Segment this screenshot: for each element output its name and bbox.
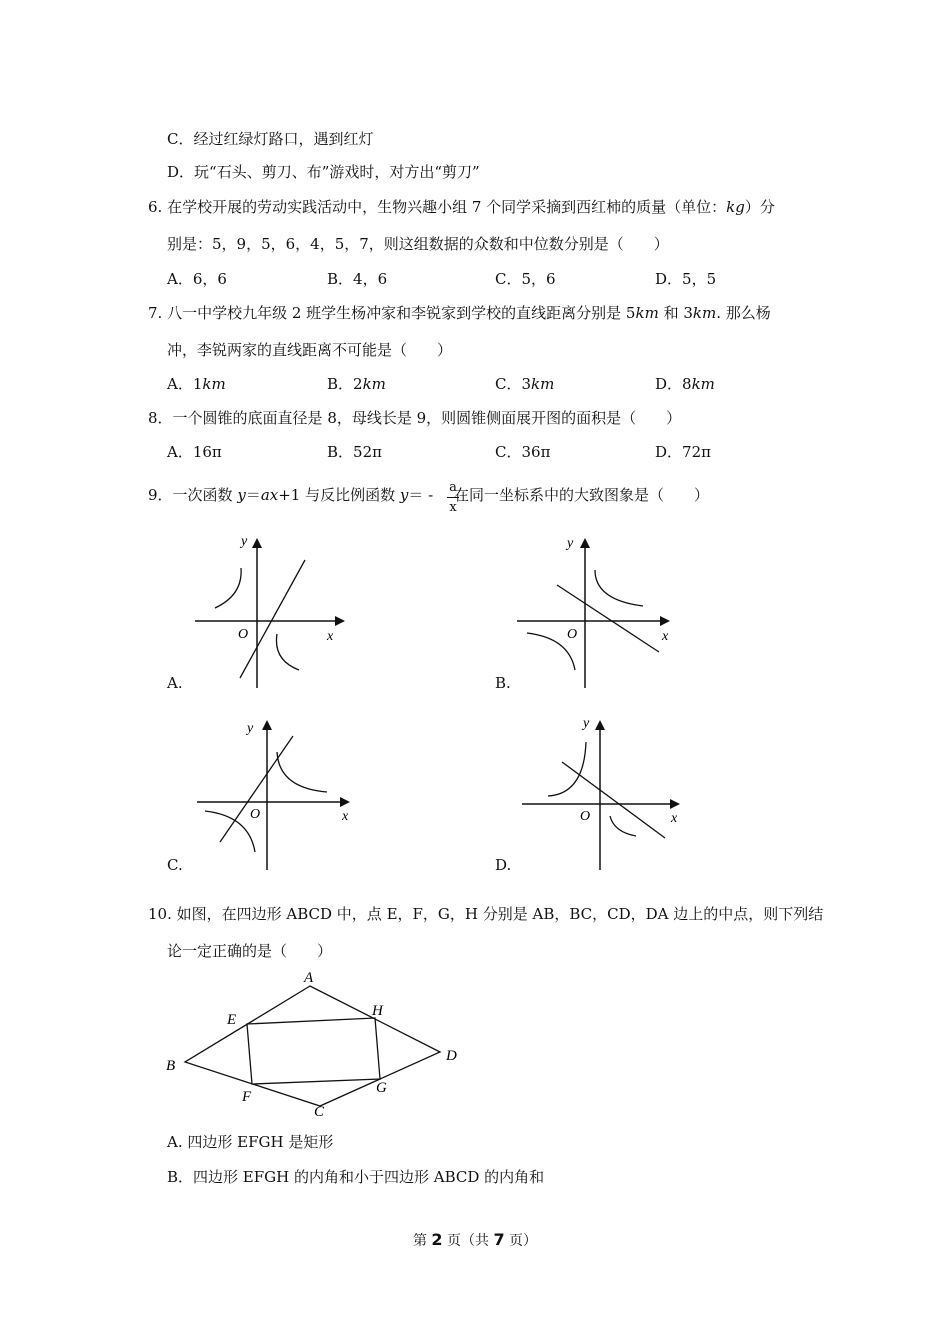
q7-option-d: D．8km [655, 375, 715, 393]
q9-option-d-label: D. [495, 856, 512, 874]
q6-stem-line1: 6. 在学校开展的劳动实践活动中，生物兴趣小组 7 个同学采摘到西红柿的质量（单位：kg）分 [148, 198, 775, 216]
q9-fraction-bar [447, 497, 459, 498]
q6-option-b: B．4，6 [327, 270, 388, 288]
q8-option-d: D．72π [655, 443, 711, 461]
q9-stem: 9．一次函数 y＝ax+1 与反比例函数 y＝ - 在同一坐标系中的大致图象是（ ） [148, 486, 709, 504]
q9-fraction-numerator: a [449, 480, 457, 495]
q8-option-c: C．36π [495, 443, 551, 461]
q9-graph-c-y-label: y [247, 721, 254, 736]
q7-option-a: A．1km [167, 375, 226, 393]
q6-stem-line2: 别是：5，9，5，6，4，5，7，则这组数据的众数和中位数分别是（ ） [167, 235, 669, 253]
q8-option-a: A．16π [167, 443, 222, 461]
q10-point-b: B [166, 1058, 176, 1074]
q10-option-b: B．四边形 EFGH 的内角和小于四边形 ABCD 的内角和 [167, 1168, 545, 1186]
q9-option-c-label: C. [167, 856, 183, 874]
q7-stem-line2: 冲，李锐两家的直线距离不可能是（ ） [167, 341, 453, 359]
q9-option-a-label: A. [167, 674, 183, 692]
q9-graph-b-x-label: x [662, 629, 669, 644]
q9-graph-d-y-label: y [583, 716, 590, 731]
q9-graph-d-origin: O [580, 809, 591, 824]
q8-stem: 8．一个圆锥的底面直径是 8，母线长是 9，则圆锥侧面展开图的面积是（ ） [148, 409, 682, 427]
q9-graph-a-origin: O [238, 627, 249, 642]
q10-point-e: E [227, 1012, 237, 1028]
q9-fraction-denominator: x [449, 500, 457, 515]
q10-point-a: A [304, 970, 314, 986]
q9-graph-c [195, 712, 360, 872]
q10-quadrilateral-figure [160, 966, 470, 1126]
page-footer: 第 2 页（共 7 页） [412, 1230, 538, 1249]
q9-graph-a [195, 530, 355, 690]
q10-point-f: F [242, 1089, 252, 1105]
q6-option-d: D．5，5 [655, 270, 717, 288]
q9-graph-c-x-label: x [342, 809, 349, 824]
q10-stem-line1: 10. 如图，在四边形 ABCD 中，点 E，F，G，H 分别是 AB，BC，CD，DA 边上的中点，则下列结 [148, 905, 824, 923]
q10-point-g: G [376, 1080, 387, 1096]
q6-option-a: A．6，6 [167, 270, 227, 288]
q6-option-c: C．5，6 [495, 270, 556, 288]
q8-option-b: B．52π [327, 443, 382, 461]
q9-graph-a-y-label: y [241, 534, 248, 549]
q10-point-d: D [446, 1048, 457, 1064]
q9-graph-b-origin: O [567, 627, 578, 642]
q7-option-b: B．2km [327, 375, 386, 393]
q9-graph-b [515, 530, 680, 690]
q5-option-c: C．经过红绿灯路口，遇到红灯 [167, 130, 374, 148]
q9-graph-c-origin: O [250, 807, 261, 822]
q10-stem-line2: 论一定正确的是（ ） [167, 942, 333, 960]
q9-graph-a-x-label: x [327, 629, 334, 644]
q9-option-b-label: B. [495, 674, 511, 692]
q7-stem-line1: 7. 八一中学校九年级 2 班学生杨冲家和李锐家到学校的直线距离分别是 5km 和 3km. 那么杨 [148, 304, 771, 322]
total-page-number: 7 [493, 1230, 505, 1249]
q10-option-a: A. 四边形 EFGH 是矩形 [167, 1133, 334, 1151]
q9-graph-d [520, 712, 685, 872]
q9-graph-d-x-label: x [671, 811, 678, 826]
q10-point-c: C [314, 1104, 325, 1120]
q9-graph-b-y-label: y [567, 536, 574, 551]
current-page-number: 2 [431, 1230, 443, 1249]
q10-point-h: H [372, 1003, 383, 1019]
q5-option-d: D．玩“石头、剪刀、布”游戏时，对方出“剪刀” [167, 163, 480, 181]
q7-option-c: C．3km [495, 375, 555, 393]
